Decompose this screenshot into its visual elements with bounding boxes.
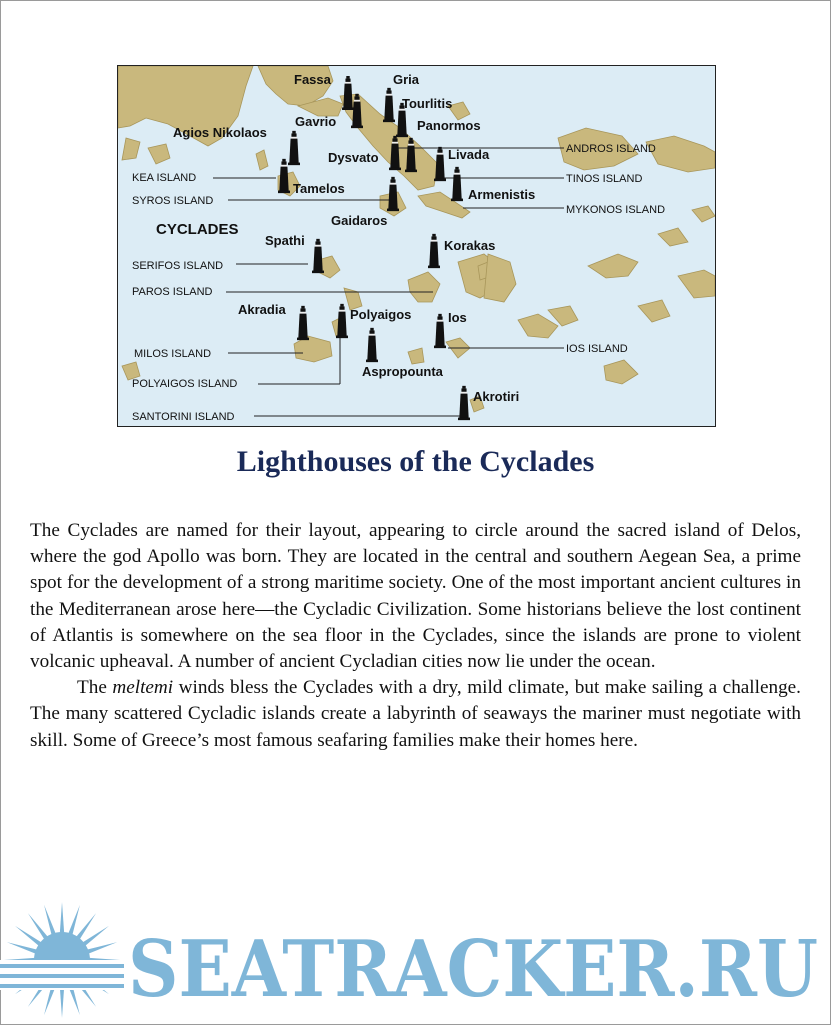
label-ios-island: IOS ISLAND: [566, 343, 628, 355]
label-fassa: Fassa: [294, 72, 331, 87]
label-agios-nikolaos: Agios Nikolaos: [173, 125, 267, 140]
label-gria: Gria: [393, 72, 420, 87]
label-tamelos: Tamelos: [293, 181, 345, 196]
label-armenistis: Armenistis: [468, 187, 536, 202]
label-tinos-island: TINOS ISLAND: [566, 173, 643, 185]
paragraph-2-lead: The: [77, 677, 113, 699]
label-andros-island: ANDROS ISLAND: [566, 143, 656, 155]
label-paros-island: PAROS ISLAND: [132, 286, 213, 298]
label-spathi: Spathi: [265, 233, 305, 248]
region-label: CYCLADES: [156, 221, 239, 238]
label-dysvato: Dysvato: [328, 150, 379, 165]
paragraph-1: The Cyclades are named for their layout, appearing to circle around the sacred island of Delos, where the god Apollo was born. They are located in the central and southern Aegean Sea, a prime spot for the development of a strong maritime society. One of the most important ancient cultures in the Mediterranean arose here—the Cycladic Civilization. Some historians believe the lost continent of Atlantis is somewhere on the sea floor in the Cyclades, since the islands are prone to violent volcanic upheaval. A number of ancient Cycladian cities now lie under the ocean.: [30, 520, 801, 673]
paragraph-2-rest: winds bless the Cyclades with a dry, mild climate, but make sailing a challenge. The many scattered Cycladic islands create a labyrinth of seaways the mariner must negotiate with skill. Some of Greece’s most famous seafaring families make their homes here.: [30, 677, 801, 751]
label-panormos: Panormos: [417, 118, 481, 133]
label-livada: Livada: [448, 147, 490, 162]
label-akrotiri: Akrotiri: [473, 389, 520, 404]
label-santorini-island: SANTORINI ISLAND: [132, 411, 235, 423]
label-gaidaros: Gaidaros: [331, 213, 388, 228]
paragraph-2: [30, 675, 801, 754]
article-body: [30, 518, 801, 754]
label-polyaigos-island: POLYAIGOS ISLAND: [132, 378, 238, 390]
label-serifos-island: SERIFOS ISLAND: [132, 260, 224, 272]
paragraph-2-emphasis: meltemi: [112, 677, 174, 699]
label-gavrio: Gavrio: [295, 114, 337, 129]
label-korakas: Korakas: [444, 238, 496, 253]
label-akradia: Akradia: [238, 302, 286, 317]
label-tourlitis: Tourlitis: [402, 96, 453, 111]
label-milos-island: MILOS ISLAND: [134, 348, 212, 360]
label-ios: Ios: [448, 310, 467, 325]
label-mykonos-island: MYKONOS ISLAND: [566, 204, 666, 216]
label-aspropounta: Aspropounta: [362, 364, 443, 379]
label-polyaigos: Polyaigos: [350, 307, 412, 322]
watermark-text: SEATRACKER.RU: [128, 924, 818, 1015]
cyclades-map: [117, 65, 716, 427]
sun-burst-icon: [0, 902, 124, 1018]
page-title: Lighthouses of the Cyclades: [236, 445, 595, 478]
watermark: [0, 900, 831, 1025]
label-syros-island: SYROS ISLAND: [132, 195, 214, 207]
label-kea-island: KEA ISLAND: [132, 172, 197, 184]
